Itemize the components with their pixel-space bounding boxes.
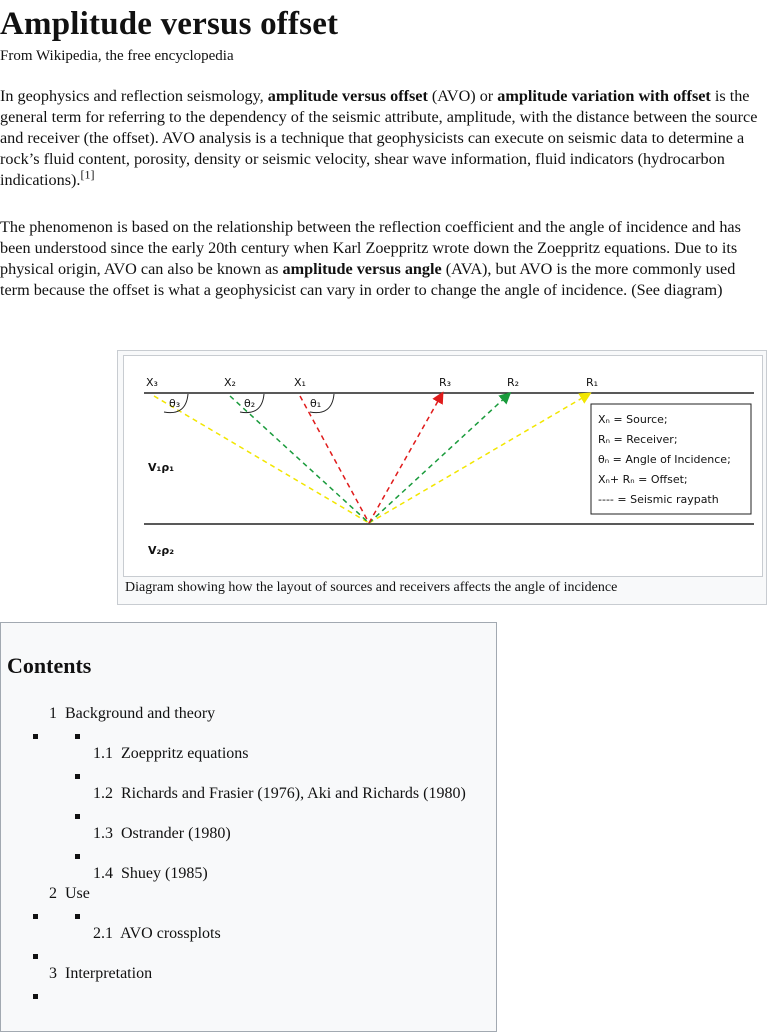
angle-label: θ₁ [310,397,322,410]
bullet-icon [33,994,38,999]
paragraph-text: In geophysics and reflection seismology, [0,87,268,105]
legend-item: ---- = Seismic raypath [598,493,719,506]
bullet-icon [75,774,80,779]
angle-label: θ₂ [244,397,256,410]
bullet-icon [75,814,80,819]
legend-item: Rₙ = Receiver; [598,433,678,446]
paragraph-text: The phenomenon is based on the relationship between the reflection coefficient and the angle of incidence and has been understood since the early 20th century when Karl Zoeppritz wrote down the Zoeppritz equations. Due to its physical origin, AVO can also be known as [0,218,741,278]
figure-image[interactable] [123,355,763,577]
page-subtitle: From Wikipedia, the free encyclopedia [0,48,234,64]
avo-diagram [124,356,762,576]
toc-item-zoeppritz-equations[interactable]: 1.1 Zoeppritz equations [93,745,249,762]
source-label: X₁ [294,376,306,389]
toc-item-richards-and-frasier[interactable]: 1.2 Richards and Frasier (1976), Aki and Richards (1980) [93,785,466,802]
legend-item: Xₙ = Source; [598,413,668,426]
page-title: Amplitude versus offset [0,6,339,42]
angle-label: θ₃ [169,397,181,410]
table-of-contents [0,622,497,1032]
toc-title: Contents [7,653,92,678]
bullet-icon [33,914,38,919]
bold-term: amplitude versus angle [282,260,442,278]
bold-term: amplitude versus offset [267,87,428,105]
ray-r1 [369,394,589,523]
bullet-icon [75,854,80,859]
bullet-icon [75,914,80,919]
bullet-icon [33,734,38,739]
receiver-label: R₁ [586,376,599,389]
paragraph-text: is the general term for referring to the dependency of the seismic attribute, amplitude, with the distance between the source and receiver (the offset). AVO analysis is a technique that geophysicists can execute on seismic data to determine a rock’s fluid content, porosity, density or seismic velocity, shear wave information, fluid indicators (hydrocarbon indications). [0,87,758,189]
toc-item-interpretation[interactable]: 3 Interpretation [49,965,153,982]
layer1-label: V₁ρ₁ [148,461,175,474]
bold-term: amplitude variation with offset [497,87,711,105]
receiver-label: R₃ [439,376,452,389]
ray-x2 [230,396,369,523]
ray-r2 [369,394,509,523]
figure-caption: Diagram showing how the layout of sources and receivers affects the angle of incidence [125,580,618,595]
bullet-icon [75,734,80,739]
toc-item-shuey[interactable]: 1.4 Shuey (1985) [93,865,208,882]
ray-r3 [369,394,442,523]
paragraph-text: (AVO) or [427,87,498,105]
avo-figure [117,350,767,605]
layer2-label: V₂ρ₂ [148,544,175,557]
citation-link[interactable]: [1] [80,167,95,182]
toc-item-avo-crossplots[interactable]: 2.1 AVO crossplots [93,925,221,942]
source-label: X₂ [224,376,236,389]
source-label: X₃ [146,376,158,389]
ray-x1 [300,396,369,523]
legend-item: Xₙ+ Rₙ = Offset; [598,473,688,486]
toc-item-background-and-theory[interactable]: 1 Background and theory [49,705,216,722]
bullet-icon [33,954,38,959]
toc-item-use[interactable]: 2 Use [49,885,90,902]
receiver-label: R₂ [507,376,520,389]
toc-item-ostrander[interactable]: 1.3 Ostrander (1980) [93,825,231,842]
intro-paragraph-1 [0,86,768,191]
legend-item: θₙ = Angle of Incidence; [598,453,731,466]
intro-paragraph-2 [0,217,768,301]
ray-x3 [154,396,369,523]
paragraph-text: (AVA), but AVO is the more commonly used term because the offset is what a geophysicist can vary in order to change the angle of incidence. (See diagram) [0,260,736,299]
